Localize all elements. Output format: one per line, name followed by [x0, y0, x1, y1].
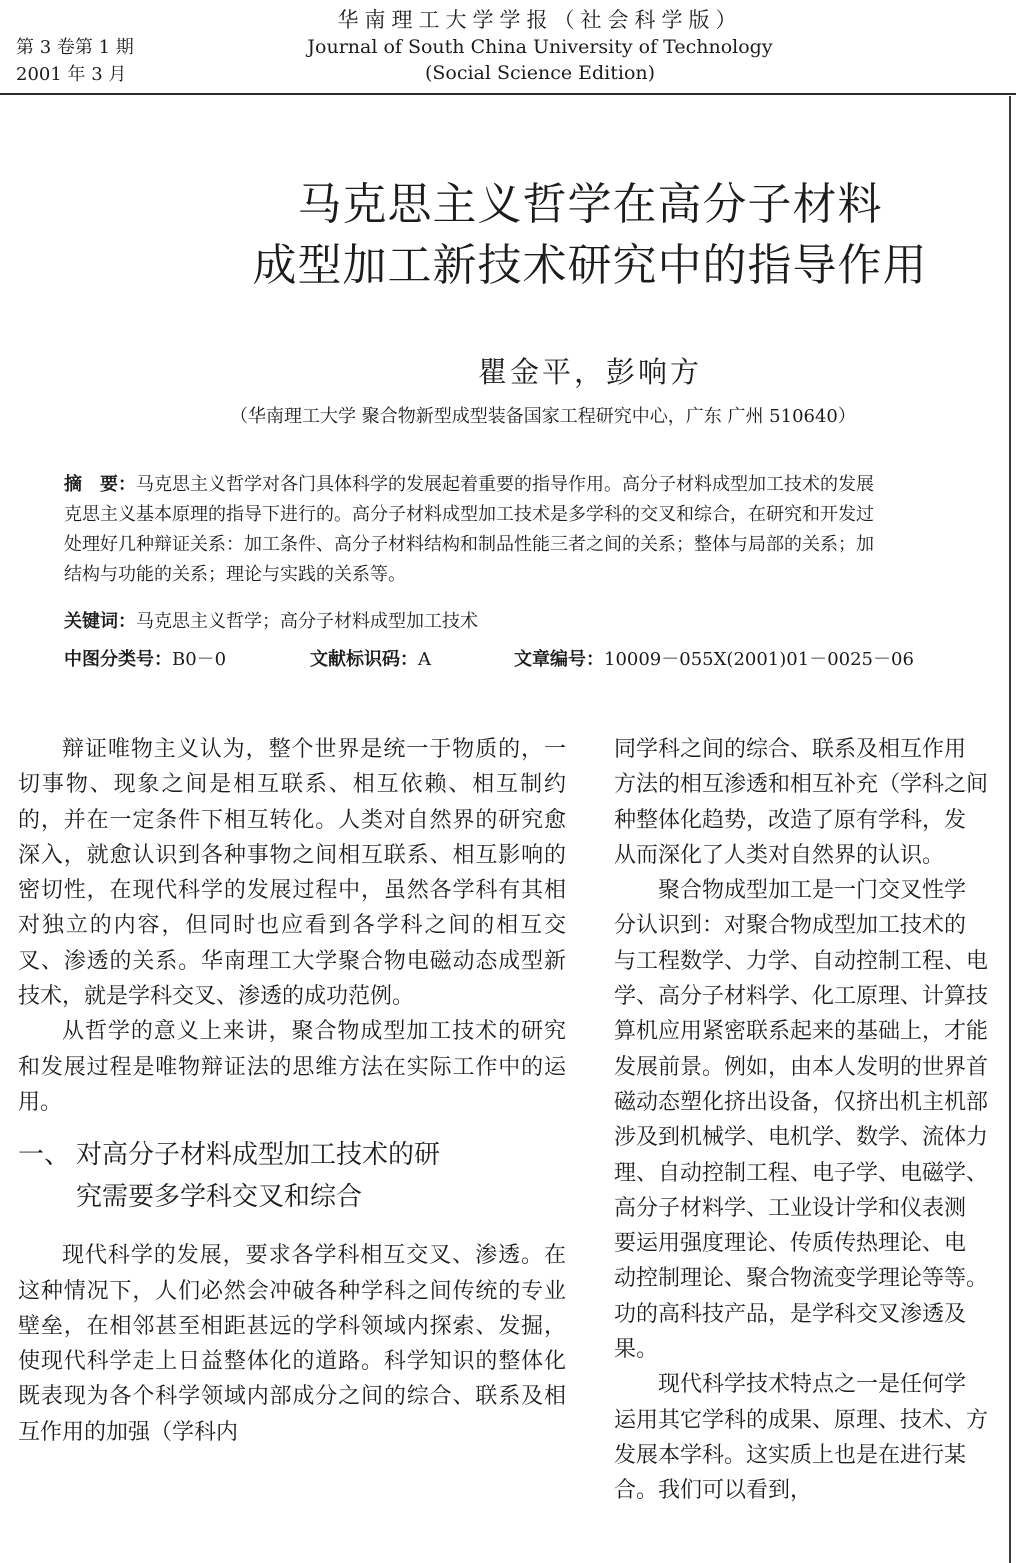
section-heading-1 [18, 1134, 566, 1218]
clc-number: 中图分类号：B0－0 [64, 649, 227, 670]
page-edge-shadow [1009, 96, 1011, 1563]
right-column-line: 发展本学科。这实质上也是在进行某 [614, 1442, 967, 1468]
article-title [0, 174, 1016, 296]
article-number: 文章编号：10009－055X(2001)01－0025－06 [514, 649, 914, 670]
title-line-1: 马克思主义哲学在高分子材料 [297, 179, 883, 230]
volume-issue: 第 3 卷第 1 期 [16, 37, 134, 58]
publication-date: 2001 年 3 月 [16, 64, 127, 85]
right-column-line: 果。 [614, 1337, 659, 1363]
affiliation: （华南理工大学 聚合物新型成型装备国家工程研究中心，广东 广州 510640） [230, 406, 856, 427]
section-number: 一、 [18, 1140, 71, 1171]
right-column-line: 合。我们可以看到， [614, 1478, 813, 1504]
right-column-line: 发展前景。例如，由本人发明的世界首 [614, 1054, 989, 1080]
right-column-line: 动控制理论、聚合物流变学理论等等。 [614, 1266, 989, 1292]
right-column-line: 同学科之间的综合、联系及相互作用 [614, 737, 967, 762]
abstract [64, 470, 1016, 590]
right-column-line: 聚合物成型加工是一门交叉性学 [614, 878, 967, 904]
right-column-line: 与工程数学、力学、自动控制工程、电 [614, 948, 989, 974]
right-column-line: 算机应用紧密联系起来的基础上，才能 [614, 1019, 989, 1045]
right-column-line: 涉及到机械学、电机学、数学、流体力 [614, 1125, 989, 1151]
authors: 瞿金平，彭响方 [477, 355, 702, 389]
keywords-label: 关键词： [64, 611, 136, 632]
journal-title-en: Journal of South China University of Technology [307, 36, 773, 58]
right-column-line: 功的高科技产品，是学科交叉渗透及 [614, 1301, 967, 1327]
title-line-2: 成型加工新技术研究中的指导作用 [252, 240, 928, 291]
journal-edition-en: (Social Science Edition) [424, 62, 656, 84]
right-column-line: 运用其它学科的成果、原理、技术、方 [614, 1407, 989, 1433]
right-column-line: 方法的相互渗透和相互补充（学科之间 [614, 772, 989, 798]
journal-title-cn: 华南理工大学学报（社会科学版） [337, 8, 743, 32]
right-column-line: 高分子材料学、工业设计学和仪表测 [614, 1195, 967, 1221]
abstract-line-2: 克思主义基本原理的指导下进行的。高分子材料成型加工技术是多学科的交叉和综合，在研究和开发过 [64, 504, 874, 525]
section-heading-line-2: 究需要多学科交叉和综合 [76, 1182, 363, 1213]
right-column-line: 要运用强度理论、传质传热理论、电 [614, 1231, 967, 1257]
paragraph-2: 从哲学的意义上来讲，聚合物成型加工技术的研究和发展过程是唯物辩证法的思维方法在实际工作中的运用。 [18, 1019, 566, 1115]
right-column-line: 现代科学技术特点之一是任何学 [614, 1372, 967, 1398]
abstract-line-3: 处理好几种辩证关系：加工条件、高分子材料结构和制品性能三者之间的关系；整体与局部的关系；加 [64, 534, 874, 555]
keywords-value: 马克思主义哲学；高分子材料成型加工技术 [136, 611, 478, 632]
body-left-column [18, 732, 566, 1450]
abstract-line-4: 结构与功能的关系；理论与实践的关系等。 [64, 564, 406, 585]
abstract-line-1: 马克思主义哲学对各门具体科学的发展起着重要的指导作用。高分子材料成型加工技术的发展 [136, 474, 874, 495]
body-right-column [614, 732, 1016, 1562]
paragraph-1: 辩证唯物主义认为，整个世界是统一于物质的，一切事物、现象之间是相互联系、相互依赖、相互制约的，并在一定条件下相互转化。人类对自然界的研究愈深入，就愈认识到各种事物之间相互联系、相互影响的密切性，在现代科学的发展过程中，虽然各学科有其相对独立的内容，但同时也应看到各学科之间的相互交叉、渗透的关系。华南理工大学聚合物电磁动态成型新技术，就是学科交叉、渗透的成功范例。 [18, 737, 566, 1010]
right-column-line: 磁动态塑化挤出设备，仅挤出机主机部 [614, 1089, 989, 1115]
right-column-line: 种整体化趋势，改造了原有学科，发 [614, 807, 967, 833]
right-column-line: 分认识到：对聚合物成型加工技术的 [614, 913, 967, 939]
section-heading-line-1: 对高分子材料成型加工技术的研 [76, 1140, 441, 1171]
journal-issue-info [16, 34, 134, 88]
right-column-line: 学、高分子材料学、化工原理、计算技 [614, 984, 989, 1010]
right-column-line: 理、自动控制工程、电子学、电磁学、 [614, 1160, 989, 1186]
abstract-label: 摘 要： [64, 474, 136, 495]
document-code: 文献标识码：A [310, 649, 431, 670]
keywords [64, 607, 478, 633]
journal-masthead [300, 6, 780, 86]
header-rule [0, 93, 1016, 95]
right-column-line: 从而深化了人类对自然界的认识。 [614, 842, 945, 868]
paragraph-3: 现代科学的发展，要求各学科相互交叉、渗透。在这种情况下，人们必然会冲破各种学科之间传统的专业壁垒，在相邻甚至相距甚远的学科领域内探索、发掘，使现代科学走上日益整体化的道路。科学知识的整体化既表现为各个科学领域内部成分之间的综合、联系及相互作用的加强（学科内 [18, 1243, 566, 1445]
